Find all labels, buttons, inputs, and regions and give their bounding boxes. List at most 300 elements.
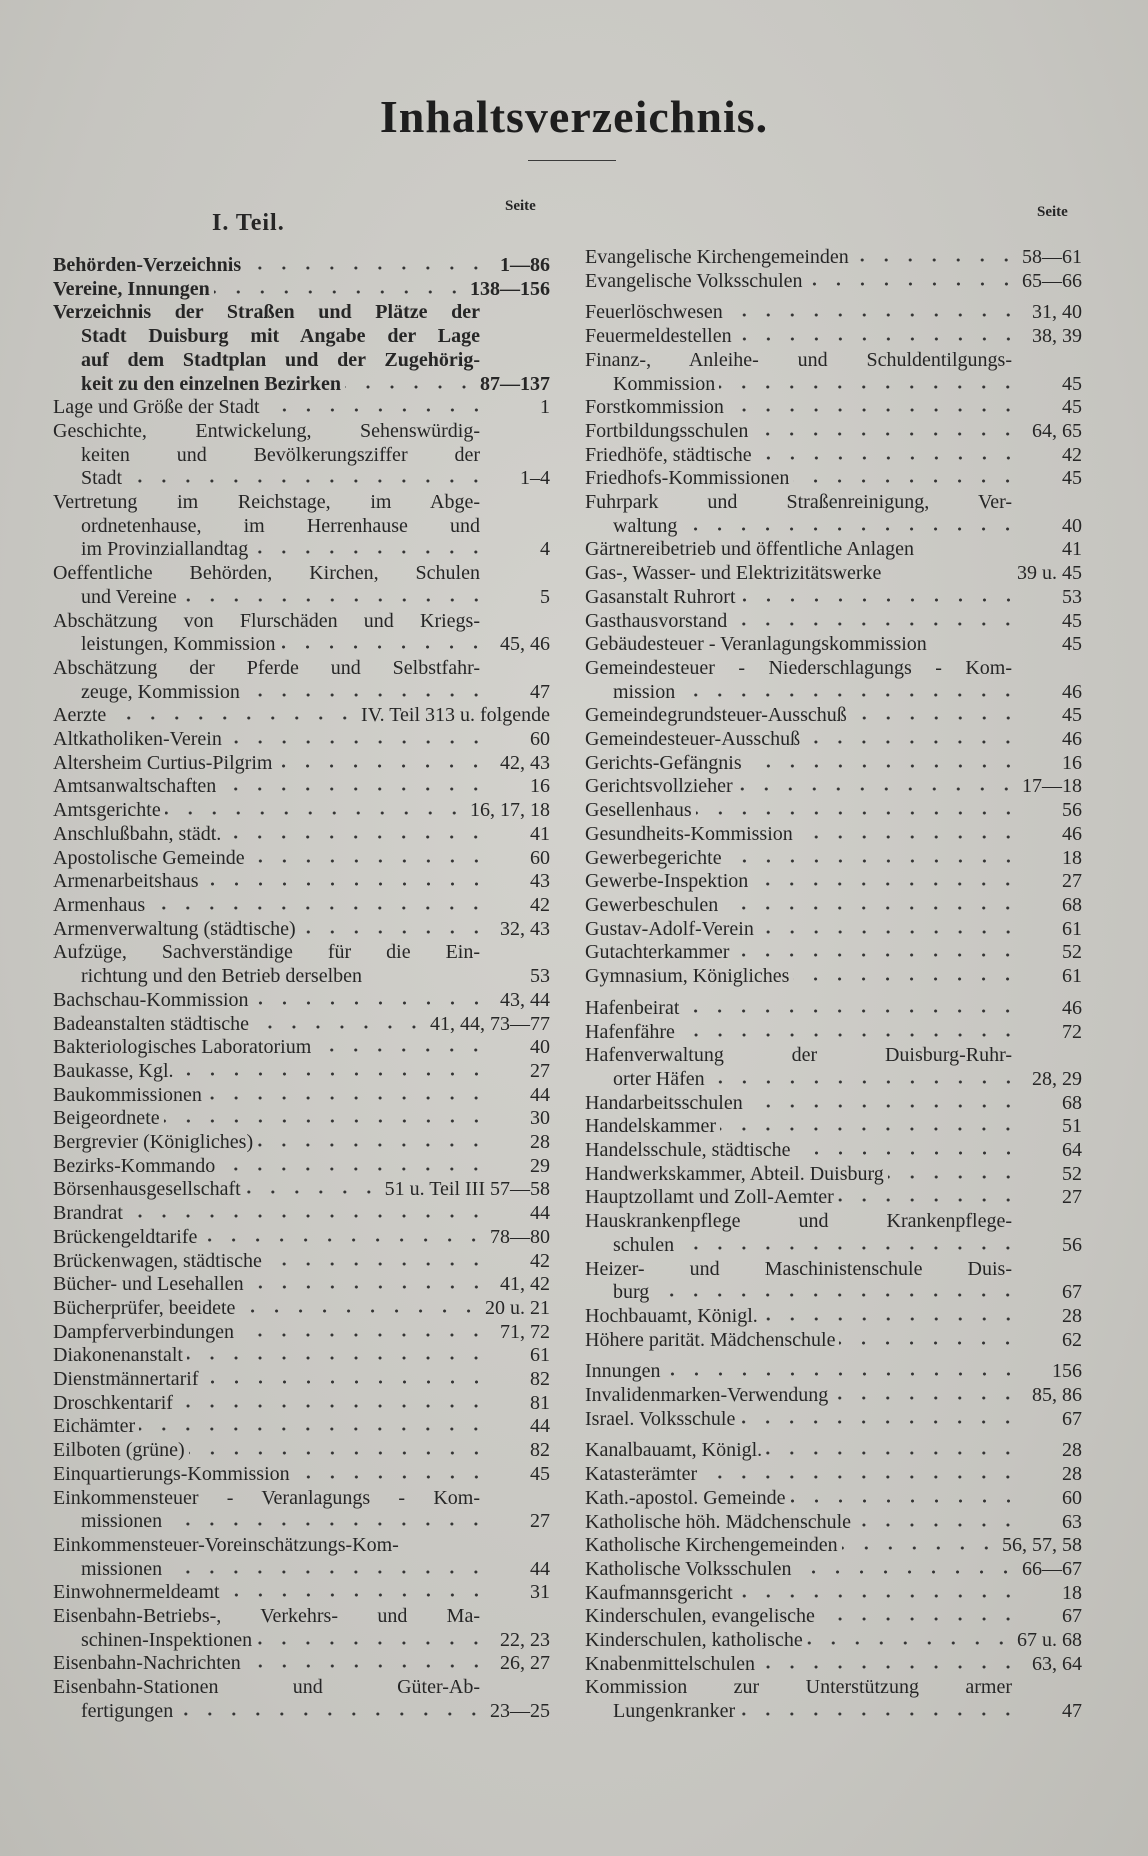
entry-row	[53, 1084, 550, 1108]
index-column-right	[585, 246, 1082, 1724]
page-number: 32, 43	[500, 917, 550, 940]
dot-leader	[245, 1183, 381, 1195]
dot-leader	[739, 1413, 1020, 1425]
index-entry	[53, 752, 550, 776]
entry-row	[585, 681, 1082, 705]
dot-leader	[739, 1705, 1020, 1717]
dot-leader	[653, 1286, 1020, 1298]
entry-row	[585, 1511, 1082, 1535]
entry-row	[53, 1415, 550, 1439]
index-entry	[585, 538, 1082, 562]
entry-row	[585, 728, 1082, 752]
page-number: 66—67	[1022, 1557, 1082, 1580]
dot-leader	[752, 875, 1020, 887]
dot-leader	[746, 757, 1020, 769]
dot-leader	[201, 1231, 486, 1243]
dot-leader	[266, 1255, 488, 1267]
entry-row	[53, 538, 550, 562]
index-entry	[585, 1092, 1082, 1116]
index-entry	[585, 847, 1082, 871]
dot-leader	[795, 1144, 1021, 1156]
page-number: 28	[1062, 1439, 1082, 1462]
index-entry	[53, 1392, 550, 1416]
index-entry	[53, 870, 550, 894]
entry-text: Lage und Größe der Stadt	[53, 396, 260, 419]
entry-text: Katholische höh. Mädchenschule	[585, 1510, 852, 1533]
entry-text: Amtsgerichte	[53, 799, 161, 822]
entry-text: Brückenwagen, städtische	[53, 1249, 262, 1272]
index-entry	[585, 1360, 1082, 1384]
index-group	[585, 301, 1082, 988]
entry-row	[53, 681, 550, 705]
entry-row	[585, 1408, 1082, 1432]
dot-leader	[839, 1334, 1020, 1346]
dot-leader	[257, 1136, 488, 1148]
entry-text: Eisenbahn-Nachrichten	[53, 1652, 241, 1675]
index-entry	[585, 562, 1082, 586]
page-number: 18	[1062, 846, 1082, 869]
entry-row	[53, 965, 550, 989]
index-entry	[53, 301, 550, 396]
page-number: 27	[530, 1059, 550, 1082]
entry-text: orter Häfen	[613, 1067, 705, 1090]
entry-row	[53, 847, 550, 871]
entry-text: Armenarbeitshaus	[53, 870, 199, 893]
entry-text: Einwohnermeldeamt	[53, 1581, 220, 1604]
page-number: 81	[530, 1391, 550, 1414]
entry-text: Altkatholiken-Verein	[53, 728, 222, 751]
entry-text: Forstkommission	[585, 396, 724, 419]
index-entry	[585, 1021, 1082, 1045]
dot-leader	[766, 1444, 1020, 1456]
entry-text: Bakteriologisches Laboratorium	[53, 1036, 312, 1059]
index-entry	[585, 752, 1082, 776]
entry-text: Armenverwaltung (städtische)	[53, 917, 296, 940]
page-number: 53	[530, 965, 550, 988]
index-entry	[53, 1036, 550, 1060]
index-entry	[585, 1629, 1082, 1653]
page-number: 28, 29	[1032, 1067, 1082, 1090]
index-entry	[53, 1415, 550, 1439]
page-number: 45	[1062, 704, 1082, 727]
index-entry	[585, 1463, 1082, 1487]
entry-text: Finanz-, Anleihe- und Schuldentilgungs-	[585, 348, 1012, 371]
page-number: 58—61	[1022, 246, 1082, 268]
entry-row	[585, 1534, 1082, 1558]
entry-text: Bücherprüfer, beeidete	[53, 1296, 236, 1319]
page-number: 18	[1062, 1581, 1082, 1604]
entry-text: Hauptzollamt und Zoll-Aemter	[585, 1186, 834, 1209]
index-entry	[585, 1487, 1082, 1511]
index-entry	[585, 1534, 1082, 1558]
entry-text: Gewerbeschulen	[585, 893, 719, 916]
index-group	[585, 997, 1082, 1353]
page-number: 22, 23	[500, 1628, 550, 1651]
dot-leader	[793, 970, 1020, 982]
entry-text: Evangelische Kirchengemeinden	[585, 246, 849, 268]
page-number: 156	[1052, 1360, 1082, 1383]
dot-leader	[187, 1349, 488, 1361]
index-entry	[53, 894, 550, 918]
page-number: 67	[1062, 1407, 1082, 1430]
index-entry	[585, 270, 1082, 294]
page-number: 60	[530, 728, 550, 751]
index-entry	[585, 349, 1082, 396]
page-number: 45	[1062, 633, 1082, 656]
entry-text: mission	[613, 680, 676, 703]
entry-text: Droschkentarif	[53, 1391, 173, 1414]
page-number: 64	[1062, 1139, 1082, 1162]
entry-text: Geschichte, Entwickelung, Sehenswürdig-	[53, 419, 480, 442]
dot-leader	[701, 1468, 1020, 1480]
entry-row	[53, 1581, 550, 1605]
dot-leader	[797, 828, 1020, 840]
entry-row	[585, 633, 1082, 657]
entry-row	[585, 1439, 1082, 1463]
dot-leader	[855, 1516, 1020, 1528]
page-number: 47	[1062, 1700, 1082, 1723]
entry-text: Dampferverbindungen	[53, 1320, 235, 1343]
index-entry	[585, 1408, 1082, 1432]
entry-text: Dienstmännertarif	[53, 1368, 199, 1391]
entry-text: Abschätzung der Pferde und Selbstfahr-	[53, 656, 480, 679]
index-entry	[53, 728, 550, 752]
dot-leader	[728, 401, 1020, 413]
entry-row	[585, 270, 1082, 294]
entry-row	[585, 1092, 1082, 1116]
dot-leader	[720, 1120, 1020, 1132]
index-entry	[585, 444, 1082, 468]
dot-leader	[214, 283, 466, 295]
entry-text: Abschätzung von Flurschäden und Kriegs-	[53, 609, 480, 632]
dot-leader	[220, 780, 488, 792]
index-entry	[585, 728, 1082, 752]
index-entry	[53, 562, 550, 609]
index-entry	[585, 396, 1082, 420]
page-number: 61	[1062, 917, 1082, 940]
entry-text: Gemeindesteuer - Niederschlagungs - Kom-	[585, 656, 1012, 679]
entry-text: Gewerbegerichte	[585, 846, 722, 869]
entry-row	[585, 1605, 1082, 1629]
entry-text: keiten und Bevölkerungsziffer der	[81, 443, 480, 466]
entry-text: Oeffentliche Behörden, Kirchen, Schulen	[53, 562, 480, 585]
index-entry	[53, 799, 550, 823]
dot-leader	[238, 1326, 488, 1338]
entry-text: richtung und den Betrieb derselben	[81, 965, 363, 988]
entry-text: und Vereine	[81, 585, 177, 608]
page-number: 23—25	[490, 1699, 550, 1722]
entry-text: Fortbildungsschulen	[585, 419, 749, 442]
entry-text: Brandrat	[53, 1202, 123, 1225]
entry-text: Fuhrpark und Straßenreinigung, Ver-	[585, 491, 1012, 514]
entry-row	[585, 301, 1082, 325]
index-entry	[53, 1202, 550, 1226]
page-number: 30	[530, 1107, 550, 1130]
entry-text: Altersheim Curtius-Pilgrim	[53, 751, 273, 774]
dot-leader	[719, 378, 1020, 390]
entry-text: Bücher- und Lesehallen	[53, 1273, 244, 1296]
page-number: 51	[1062, 1115, 1082, 1138]
entry-row	[53, 1368, 550, 1392]
dot-leader	[727, 306, 1020, 318]
dot-leader	[165, 804, 466, 816]
page-number: 44	[530, 1202, 550, 1225]
page-number: 31	[530, 1581, 550, 1604]
entry-row	[53, 1558, 550, 1582]
index-entry	[585, 1605, 1082, 1629]
page-number: 40	[530, 1036, 550, 1059]
index-entry	[53, 1084, 550, 1108]
index-entry	[585, 1305, 1082, 1329]
index-entry	[585, 325, 1082, 349]
dot-leader	[264, 401, 488, 413]
dot-leader	[276, 757, 488, 769]
entry-row	[53, 1297, 550, 1321]
index-entry	[53, 1463, 550, 1487]
page-number: 46	[1062, 680, 1082, 703]
entry-row	[585, 1360, 1082, 1384]
entry-row	[53, 1463, 550, 1487]
page-number: IV. Teil 313 u. folgende	[361, 704, 550, 727]
index-entry	[585, 1511, 1082, 1535]
page-number: 28	[530, 1131, 550, 1154]
dot-leader	[679, 686, 1020, 698]
dot-leader	[239, 1302, 481, 1314]
index-group	[53, 254, 550, 1724]
entry-text: Bezirks-Kommando	[53, 1154, 216, 1177]
index-entry	[53, 847, 550, 871]
page-number: 67	[1062, 1605, 1082, 1628]
page-number: 56	[1062, 799, 1082, 822]
entry-row	[53, 1155, 550, 1179]
entry-row	[585, 799, 1082, 823]
entry-text: Amtsanwaltschaften	[53, 775, 217, 798]
page-number: 63	[1062, 1510, 1082, 1533]
index-entry	[585, 301, 1082, 325]
dot-leader	[931, 638, 1020, 650]
entry-text: Evangelische Volksschulen	[585, 269, 803, 292]
index-entry	[53, 254, 550, 278]
entry-text: Gustav-Adolf-Verein	[585, 917, 754, 940]
entry-row	[585, 1700, 1082, 1724]
entry-text: Gymnasium, Königliches	[585, 965, 790, 988]
entry-text: Gebäudesteuer - Veranlagungskommission	[585, 633, 927, 656]
index-group	[585, 1360, 1082, 1431]
dot-leader	[885, 567, 1013, 579]
entry-text: Baukommissionen	[53, 1083, 202, 1106]
page-number: 78—80	[490, 1225, 550, 1248]
dot-leader	[127, 1207, 488, 1219]
dot-leader	[253, 1018, 426, 1030]
page-number: 1–4	[520, 467, 550, 490]
index-entry	[53, 1297, 550, 1321]
entry-row	[585, 704, 1082, 728]
index-entry	[585, 491, 1082, 538]
dot-leader	[219, 1160, 488, 1172]
entry-row	[585, 1305, 1082, 1329]
entry-text: Einkommensteuer - Veranlagungs - Kom-	[53, 1486, 480, 1509]
dot-leader	[203, 875, 488, 887]
entry-text: Hafenverwaltung der Duisburg-Ruhr-	[585, 1044, 1012, 1067]
page-number: 27	[1062, 1186, 1082, 1209]
dot-leader	[178, 1065, 488, 1077]
index-entry	[585, 633, 1082, 657]
index-entry	[53, 610, 550, 657]
index-entry	[53, 491, 550, 562]
entry-text: Eichämter	[53, 1415, 136, 1438]
entry-row	[585, 870, 1082, 894]
entry-text: leistungen, Kommission	[81, 633, 276, 656]
dot-leader	[696, 804, 1020, 816]
entry-text: ordnetenhause, im Herrenhause und	[81, 514, 480, 537]
entry-row	[53, 1202, 550, 1226]
index-entry	[585, 1139, 1082, 1163]
index-entry	[53, 1676, 550, 1723]
entry-text: Feuermeldestellen	[585, 325, 732, 348]
entry-text: Armenhaus	[53, 893, 146, 916]
dot-leader	[681, 520, 1020, 532]
index-entry	[53, 1226, 550, 1250]
entry-text: Gasthausvorstand	[585, 609, 728, 632]
page-number: 46	[1062, 822, 1082, 845]
index-entry	[585, 941, 1082, 965]
dot-leader	[752, 425, 1020, 437]
entry-text: Eilboten (grüne)	[53, 1439, 185, 1462]
entry-row	[585, 467, 1082, 491]
entry-row	[585, 610, 1082, 634]
index-entry	[53, 1250, 550, 1274]
index-entry	[53, 1487, 550, 1534]
entry-row	[585, 515, 1082, 539]
dot-leader	[181, 591, 488, 603]
entry-text: keit zu den einzelnen Bezirken	[81, 372, 341, 395]
index-entry	[585, 246, 1082, 270]
page-column-label-left: Seite	[505, 198, 536, 214]
entry-row	[53, 586, 550, 610]
dot-leader	[225, 828, 488, 840]
page-number: 44	[530, 1557, 550, 1580]
dot-leader	[203, 1373, 489, 1385]
entry-text: Verzeichnis der Straßen und Plätze der	[53, 301, 480, 324]
entry-row	[585, 918, 1082, 942]
index-entry	[585, 1186, 1082, 1210]
index-entry	[585, 1044, 1082, 1091]
dot-leader	[819, 1610, 1020, 1622]
index-entry	[53, 823, 550, 847]
entry-row	[585, 1115, 1082, 1139]
dot-leader	[762, 1310, 1020, 1322]
entry-text: Handelsschule, städtische	[585, 1139, 791, 1162]
entry-text: Friedhofs-Kommissionen	[585, 467, 790, 490]
entry-text: Bachschau-Kommission	[53, 988, 249, 1011]
entry-text: Kinderschulen, katholische	[585, 1629, 803, 1652]
entry-row	[585, 894, 1082, 918]
dot-leader	[737, 780, 1018, 792]
index-entry	[53, 1321, 550, 1345]
entry-row	[53, 1107, 550, 1131]
entry-text: Vertretung im Reichstage, im Abge-	[53, 491, 480, 514]
entry-row	[585, 562, 1082, 586]
index-entry	[53, 1155, 550, 1179]
entry-row	[585, 1384, 1082, 1408]
index-entry	[585, 918, 1082, 942]
index-entry	[585, 467, 1082, 491]
page-number: 41, 42	[500, 1273, 550, 1296]
entry-text: Kinderschulen, evangelische	[585, 1605, 815, 1628]
index-entry	[585, 1676, 1082, 1723]
entry-text: Bergrevier (Königliches)	[53, 1131, 254, 1154]
page-number: 62	[1062, 1328, 1082, 1351]
dot-leader	[842, 1539, 998, 1551]
entry-text: Gewerbe-Inspektion	[585, 870, 749, 893]
dot-leader	[244, 686, 488, 698]
dot-leader	[807, 1634, 1013, 1646]
page-number: 38, 39	[1032, 325, 1082, 348]
page-number: 27	[530, 1510, 550, 1533]
dot-leader	[366, 970, 488, 982]
dot-leader	[256, 1634, 488, 1646]
entry-row	[585, 965, 1082, 989]
entry-row	[585, 246, 1082, 270]
entry-row	[585, 1234, 1082, 1258]
index-entry	[585, 1558, 1082, 1582]
entry-row	[53, 633, 550, 657]
page-number: 41, 44, 73—77	[430, 1012, 550, 1035]
entry-text: missionen	[81, 1557, 163, 1580]
index-entry	[53, 775, 550, 799]
entry-row	[53, 1439, 550, 1463]
index-entry	[53, 1060, 550, 1084]
dot-leader	[678, 1239, 1020, 1251]
index-entry	[53, 1439, 550, 1463]
dot-leader	[722, 899, 1020, 911]
dot-leader	[709, 1073, 1020, 1085]
page-number: 27	[1062, 870, 1082, 893]
page-number: 63, 64	[1032, 1652, 1082, 1675]
title-divider	[528, 160, 616, 161]
entry-text: Hafenfähre	[585, 1020, 675, 1043]
entry-row	[585, 373, 1082, 397]
dot-leader	[731, 615, 1020, 627]
entry-text: auf dem Stadtplan und der Zugehörig-	[81, 348, 480, 371]
dot-leader	[679, 1026, 1020, 1038]
index-entry	[53, 396, 550, 420]
entry-text: Katholische Kirchengemeinden	[585, 1534, 838, 1557]
index-entry	[585, 997, 1082, 1021]
page-number: 45	[530, 1462, 550, 1485]
page-number: 67	[1062, 1281, 1082, 1304]
dot-leader	[736, 330, 1020, 342]
dot-leader	[838, 1191, 1020, 1203]
dot-leader	[253, 994, 488, 1006]
entry-text: Apostolische Gemeinde	[53, 846, 245, 869]
dot-leader	[164, 1112, 488, 1124]
entry-row	[53, 1392, 550, 1416]
entry-text: Handwerkskammer, Abteil. Duisburg	[585, 1162, 884, 1185]
page-number: 39 u. 45	[1017, 562, 1082, 585]
entry-text: Invalidenmarken-Verwendung	[585, 1384, 829, 1407]
entry-row	[53, 894, 550, 918]
entry-row	[53, 1060, 550, 1084]
entry-row	[585, 775, 1082, 799]
page-number: 42, 43	[500, 751, 550, 774]
entry-text: Friedhöfe, städtische	[585, 443, 752, 466]
page-number: 28	[1062, 1463, 1082, 1486]
index-entry	[53, 1344, 550, 1368]
dot-leader	[300, 923, 488, 935]
index-entry	[53, 1368, 550, 1392]
entry-row	[53, 1273, 550, 1297]
